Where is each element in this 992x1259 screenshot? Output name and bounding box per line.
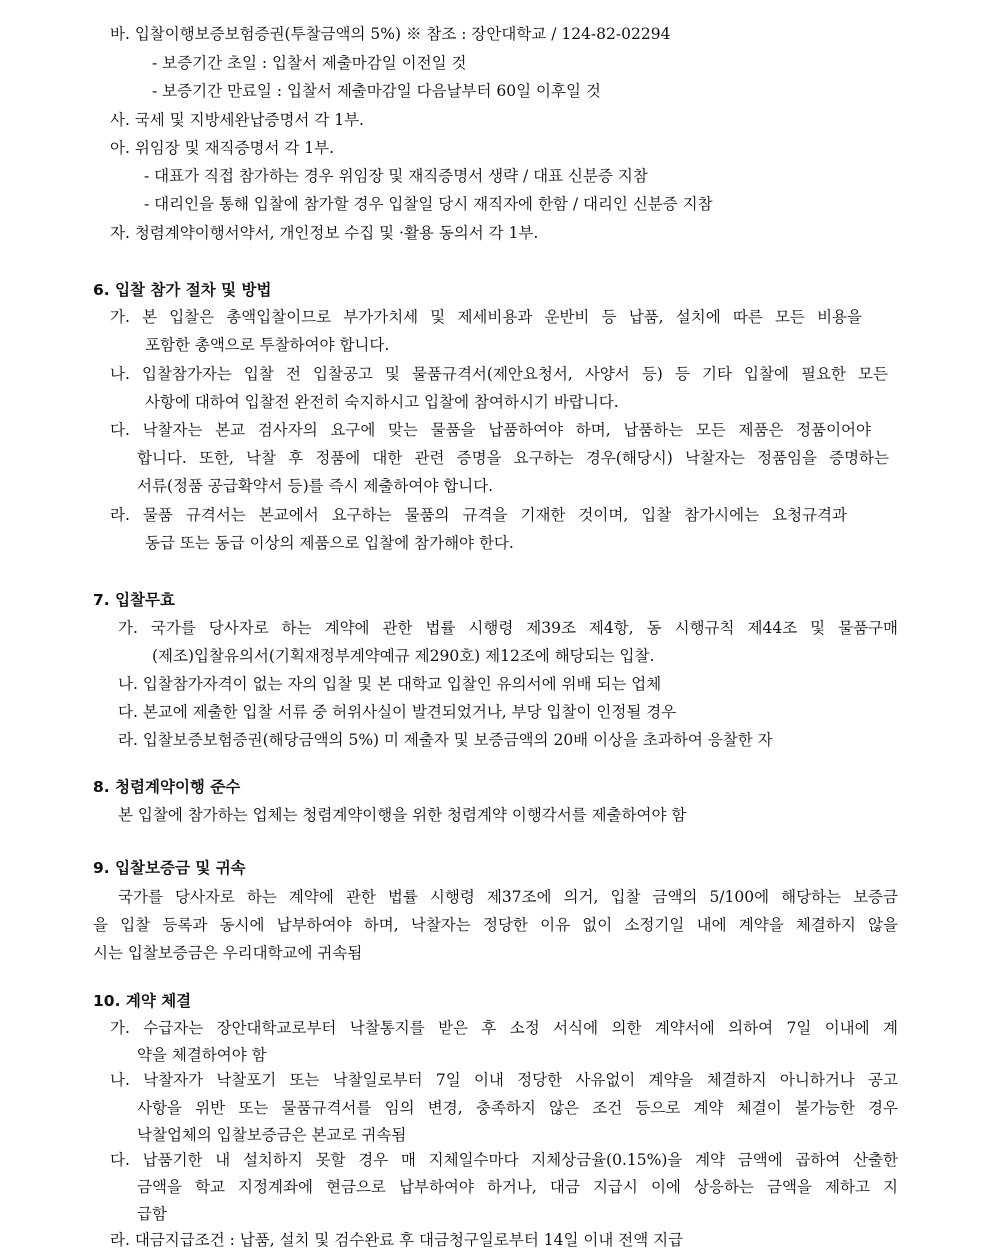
item-a-sub-2: - 대리인을 통해 입찰에 참가할 경우 입찰일 당시 재직자에 한함 / 대리인 신분증 지참	[144, 195, 713, 213]
sec9-body-line-3: 시는 입찰보증금은 우리대학교에 귀속됨	[93, 944, 363, 962]
sec8-body: 본 입찰에 참가하는 업체는 청렴계약이행을 위한 청렴계약 이행각서를 제출하여야 함	[118, 806, 687, 824]
section-9-title: 9. 입찰보증금 및 귀속	[93, 859, 246, 877]
sec10-da-line-2: 금액을 학교 지정계좌에 현금으로 납부하여야 하거나, 대금 지급시 이에 상응하는 금액을 제하고 지	[137, 1178, 898, 1196]
item-ja: 자. 청렴계약이행서약서, 개인정보 수집 및 ·활용 동의서 각 1부.	[110, 224, 539, 242]
sec6-ra-line-2: 동급 또는 동급 이상의 제품으로 입찰에 참가해야 한다.	[145, 534, 514, 552]
sec7-da: 다. 본교에 제출한 입찰 서류 중 허위사실이 발견되었거나, 부당 입찰이 인정될 경우	[118, 703, 677, 721]
item-ba: 바. 입찰이행보증보험증권(투찰금액의 5%) ※ 참조 : 장안대학교 / 124-82-02294	[110, 25, 671, 43]
item-a: 아. 위임장 및 재직증명서 각 1부.	[110, 139, 335, 157]
item-ba-sub-2: - 보증기간 만료일 : 입찰서 제출마감일 다음날부터 60일 이후일 것	[152, 82, 601, 100]
sec6-ga-line-1: 가. 본 입찰은 총액입찰이므로 부가가치세 및 제세비용과 운반비 등 납품, 설치에 따른 모든 비용을	[110, 308, 862, 326]
sec7-ga-line-2: (제조)입찰유의서(기획재정부계약예규 제290호) 제12조에 해당되는 입찰.	[152, 647, 655, 665]
sec10-ga-line-1: 가. 수급자는 장안대학교로부터 낙찰통지를 받은 후 소정 서식에 의한 계약서에 의하여 7일 이내에 계	[110, 1019, 898, 1037]
sec7-na: 나. 입찰참가자격이 없는 자의 입찰 및 본 대학교 입찰인 유의서에 위배 되는 업체	[118, 675, 662, 693]
sec6-na-line-2: 사항에 대하여 입찰전 완전히 숙지하시고 입찰에 참여하시기 바랍니다.	[145, 393, 619, 411]
sec7-ga-line-1: 가. 국가를 당사자로 하는 계약에 관한 법률 시행령 제39조 제4항, 동 시행규칙 제44조 및 물품구매	[118, 619, 898, 637]
section-10-title: 10. 계약 체결	[93, 992, 192, 1010]
sec7-ra: 라. 입찰보증보험증권(해당금액의 5%) 미 제출자 및 보증금액의 20배 이상을 초과하여 응찰한 자	[118, 731, 773, 749]
item-a-sub-1: - 대표가 직접 참가하는 경우 위임장 및 재직증명서 생략 / 대표 신분증 지참	[144, 167, 648, 185]
section-7-title: 7. 입찰무효	[93, 591, 175, 609]
sec10-ra: 라. 대금지급조건 : 납품, 설치 및 검수완료 후 대금청구일로부터 14일 이내 전액 지급	[110, 1231, 684, 1249]
item-ba-sub-1: - 보증기간 초일 : 입찰서 제출마감일 이전일 것	[152, 54, 467, 72]
sec10-na-line-3: 낙찰업체의 입찰보증금은 본교로 귀속됨	[137, 1126, 407, 1144]
sec6-da-line-1: 다. 낙찰자는 본교 검사자의 요구에 맞는 물품을 납품하여야 하며, 납품하는 모든 제품은 정품이어야	[110, 421, 871, 439]
sec10-ga-line-2: 약을 체결하여야 함	[137, 1046, 267, 1064]
section-6-title: 6. 입찰 참가 절차 및 방법	[93, 281, 272, 299]
sec10-na-line-1: 나. 낙찰자가 낙찰포기 또는 낙찰일로부터 7일 이내 정당한 사유없이 계약을 체결하지 아니하거나 공고	[110, 1071, 898, 1089]
sec9-body-line-1: 국가를 당사자로 하는 계약에 관한 법률 시행령 제37조에 의거, 입찰 금액의 5/100에 해당하는 보증금	[118, 888, 898, 906]
sec9-body-line-2: 을 입찰 등록과 동시에 납부하여야 하며, 낙찰자는 정당한 이유 없이 소정기일 내에 계약을 체결하지 않을	[93, 916, 898, 934]
item-sa: 사. 국세 및 지방세완납증명서 각 1부.	[110, 111, 364, 129]
sec10-na-line-2: 사항을 위반 또는 물품규격서를 임의 변경, 충족하지 않은 조건 등으로 계약 체결이 불가능한 경우	[137, 1099, 898, 1117]
sec10-da-line-1: 다. 납품기한 내 설치하지 못할 경우 매 지체일수마다 지체상금율(0.15%)을 계약 금액에 곱하여 산출한	[110, 1151, 898, 1169]
sec10-da-line-3: 급함	[137, 1205, 167, 1223]
sec6-da-line-3: 서류(정품 공급확약서 등)를 즉시 제출하여야 합니다.	[137, 477, 494, 495]
sec6-na-line-1: 나. 입찰참가자는 입찰 전 입찰공고 및 물품규격서(제안요청서, 사양서 등) 등 기타 입찰에 필요한 모든	[110, 365, 888, 383]
sec6-da-line-2: 합니다. 또한, 낙찰 후 정품에 대한 관련 증명을 요구하는 경우(해당시) 낙찰자는 정품임을 증명하는	[137, 449, 889, 467]
section-8-title: 8. 청렴계약이행 준수	[93, 778, 241, 796]
sec6-ga-line-2: 포함한 총액으로 투찰하여야 합니다.	[145, 336, 390, 354]
sec6-ra-line-1: 라. 물품 규격서는 본교에서 요구하는 물품의 규격을 기재한 것이며, 입찰 참가시에는 요청규격과	[110, 506, 847, 524]
